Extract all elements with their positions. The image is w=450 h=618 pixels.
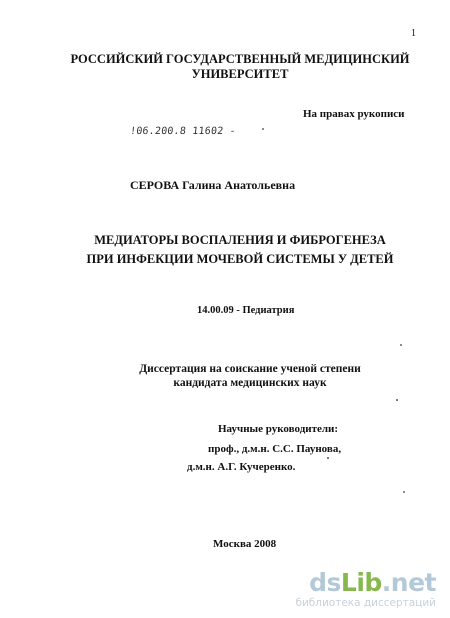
supervisor-2: д.м.н. А.Г. Кучеренко. <box>187 461 296 473</box>
rights-label: На правах рукописи <box>303 108 405 120</box>
dslib-watermark <box>295 570 436 610</box>
supervisor-1: проф., д.м.н. С.С. Паунова, <box>208 443 342 455</box>
university-line-2: УНИВЕРСИТЕТ <box>191 67 289 81</box>
scan-speck <box>400 344 402 346</box>
dslib-subtitle: библиотека диссертаций <box>295 597 436 609</box>
university-line-1: РОССИЙСКИЙ ГОСУДАРСТВЕННЫЙ МЕДИЦИНСКИЙ <box>70 52 410 66</box>
scan-speck <box>396 399 398 401</box>
scan-speck <box>403 491 405 493</box>
specialty: 14.00.09 - Педиатрия <box>197 305 295 316</box>
university-name <box>60 52 420 82</box>
dslib-logo: dsLib.net <box>309 568 436 597</box>
degree-line-1: Диссертация на соискание ученой степени <box>139 363 361 375</box>
author-name: СЕРОВА Галина Анатольевна <box>130 178 296 192</box>
degree-line-2: кандидата медицинских наук <box>173 377 327 389</box>
city-year: Москва 2008 <box>213 538 277 550</box>
degree-statement <box>100 362 400 390</box>
supervisors-label: Научные руководители: <box>218 423 339 435</box>
page-number: 1 <box>411 28 416 39</box>
scan-speck <box>262 128 264 130</box>
library-stamp: !06.200.8 11602 - <box>129 126 237 137</box>
scan-speck <box>327 457 329 459</box>
title-line-1: МЕДИАТОРЫ ВОСПАЛЕНИЯ И ФИБРОГЕНЕЗА <box>94 233 386 247</box>
dissertation-title <box>70 231 410 269</box>
title-line-2: ПРИ ИНФЕКЦИИ МОЧЕВОЙ СИСТЕМЫ У ДЕТЕЙ <box>86 252 394 266</box>
